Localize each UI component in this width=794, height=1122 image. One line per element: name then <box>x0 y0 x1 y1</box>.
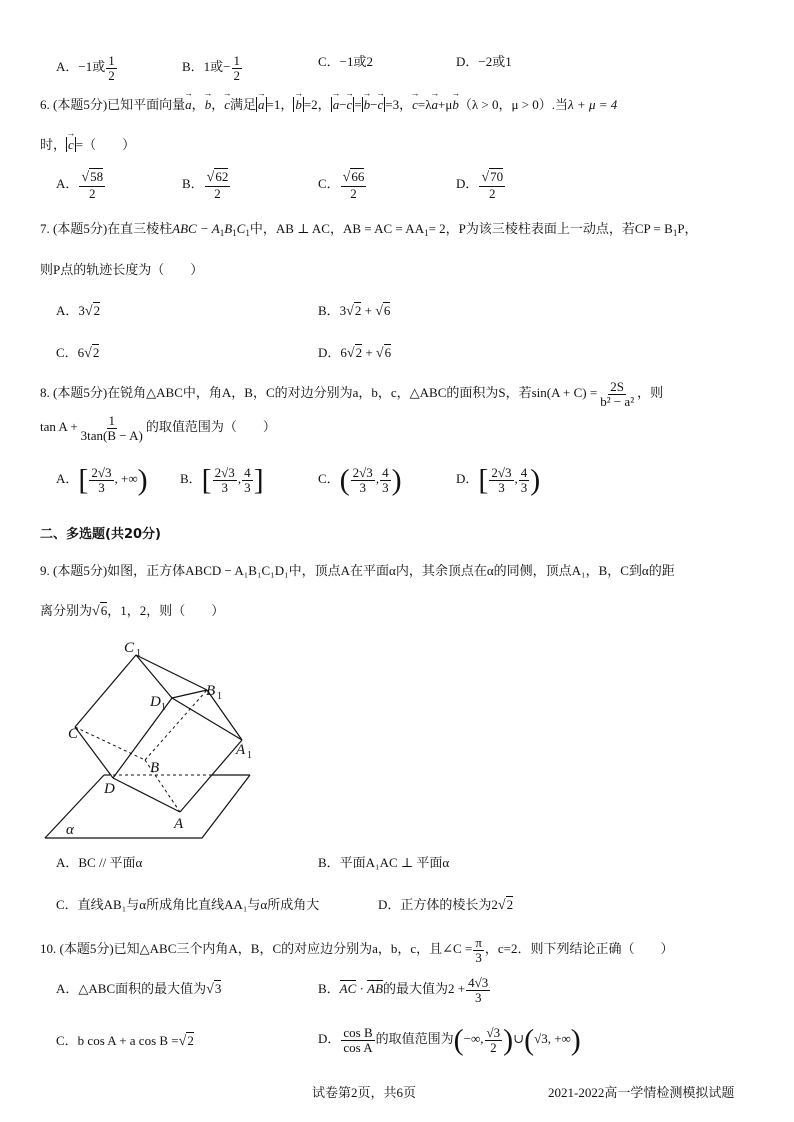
hidden-edge-c-b <box>75 727 145 760</box>
q5-option-b: B．1或− $\frac{1}{2}$ <box>182 53 241 83</box>
label-d1-sub: 1 <box>161 702 166 713</box>
q7-option-b: B．3√2 + √6 <box>318 303 391 319</box>
q7-option-d: D．6√2 + √6 <box>318 345 392 361</box>
label-a1-sub: 1 <box>247 750 252 761</box>
label-alpha: α <box>66 822 74 838</box>
edge-c1-b1 <box>136 655 207 690</box>
q8-option-b: B．[ $\frac{2√3}{3}$ , $\frac{4}{3}$ ] <box>180 463 264 497</box>
edge-d1-b1 <box>172 690 207 698</box>
q5-option-a: A．−1或 $\frac{1}{2}$ <box>56 53 115 83</box>
q8-option-d: D．[ $\frac{2√3}{3}$ , $\frac{4}{3}$ ) <box>456 463 541 497</box>
label-c: C <box>68 726 79 742</box>
q10-option-c: C．b cos A + a cos B =√2 <box>56 1033 194 1049</box>
q9-cube-figure <box>40 630 270 845</box>
section-heading: 二、多选题(共20分) <box>40 527 161 542</box>
label-d: D <box>104 781 115 797</box>
footer-exam-title: 2021-2022高一学情检测模拟试题 <box>548 1085 735 1100</box>
plane-edge-left <box>45 775 104 838</box>
q6-option-d: D． $\frac{√70}{2}$ <box>456 169 504 201</box>
label-b1: B <box>206 683 216 699</box>
q10-option-a: A．△ABC面积的最大值为√3 <box>56 981 222 997</box>
q6-option-b: B． $\frac{√62}{2}$ <box>182 169 229 201</box>
q6-stem-line1: 6. (本题5分)已知平面向量→ a，→ b，→ c满足→ a =1，→ b =2，→ a−→ c =→ b−→ c =3，→ c=λ→ a+μ→ b（λ > 0，μ > 0）.当λ + μ = 4 <box>40 98 617 111</box>
q5-option-d: D．−2或1 <box>456 54 512 69</box>
q8-option-a: A．[ $\frac{2√3}{3}$ , +∞) <box>56 463 148 497</box>
q7-option-c: C．6√2 <box>56 345 100 361</box>
q7-stem-line1: 7. (本题5分)在直三棱柱ABC − $A_1B_1C_1$中，AB ⊥ AC，AB = AC = $AA_1= 2$，P为该三棱柱表面上一动点，若CP = $B_1P$， <box>40 221 698 238</box>
edge-d1-a1 <box>172 698 242 740</box>
q8-stem-line1: 8. (本题5分)在锐角△ABC中，角A，B，C的对边分别为a，b，c，△ABC的面积为S，若sin(A + C) = $\frac{2S}{\text{b² − a²}}$ ，则 <box>40 379 664 409</box>
q7-option-a: A．3√2 <box>56 303 101 319</box>
edge-d-a <box>113 778 180 812</box>
footer-page-number: 试卷第2页，共6页 <box>312 1085 417 1100</box>
q9-stem-line1: 9. (本题5分)如图，正方体ABCD − A₁B₁C₁D₁中，顶点A在平面α内，其余顶点在α的同侧，顶点A₁，B，C到α的距 <box>40 563 675 578</box>
q6-option-a: A． $\frac{√58}{2}$ <box>56 169 104 201</box>
label-b: B <box>150 760 160 776</box>
label-c1: C <box>124 640 135 656</box>
q8-option-c: C．( $\frac{2√3}{3}$ , $\frac{4}{3}$ ) <box>318 463 402 497</box>
q10-option-d: D． $\frac{\text{cos B}}{\text{cos A}}$ 的取值范围为(−∞, $\frac{√3}{2}$ )∪(√3, +∞) <box>318 1023 581 1057</box>
q6-option-c: C． $\frac{√66}{2}$ <box>318 169 365 201</box>
q6-stem-line2: 时，→ c =（ ） <box>40 138 135 151</box>
q9-option-b: B．平面A₁AC ⊥ 平面α <box>318 855 450 870</box>
label-a: A <box>174 816 184 832</box>
edge-c1-d1 <box>136 655 172 698</box>
edge-a-a1 <box>180 740 242 812</box>
plane-edge <box>45 775 250 838</box>
label-a1: A <box>236 742 246 758</box>
q9-option-c: C．直线AB₁与α所成角比直线AA₁与α所成角大 <box>56 897 320 912</box>
q5-option-c: C．−1或2 <box>318 54 374 69</box>
label-c1-sub: 1 <box>136 648 141 659</box>
label-b1-sub: 1 <box>217 691 222 702</box>
q9-option-d: D．正方体的棱长为2√2 <box>378 897 514 913</box>
q8-stem-line2: tan A + $\frac{1}{3\tan(B - A)}$ 的取值范围为（ ） <box>40 413 276 443</box>
edge-c-d <box>75 727 113 778</box>
q9-stem-line2: 离分别为√6，1，2，则（ ） <box>40 603 225 619</box>
q7-stem-line2: 则P点的轨迹长度为（ ） <box>40 262 204 277</box>
q9-option-a: A．BC // 平面α <box>56 855 143 870</box>
edge-c1-c <box>75 655 136 727</box>
label-d1: D <box>150 694 161 710</box>
q10-option-b: B．AC · AB的最大值为2 + $\frac{4√3}{3}$ <box>318 975 489 1005</box>
q10-stem: 10. (本题5分)已知△ABC三个内角A，B，C的对应边分别为a，b，c，且∠C = $\frac{\pi}{3}$ ，c=2．则下列结论正确（ ） <box>40 935 674 965</box>
